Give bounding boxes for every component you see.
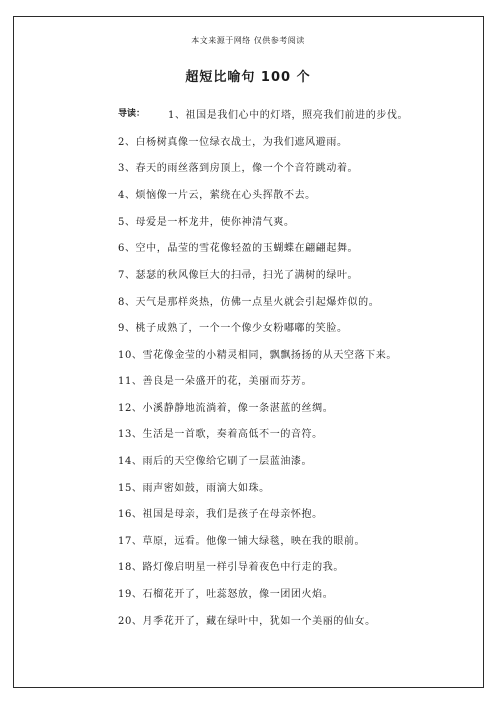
- list-item: 20、月季花开了，藏在绿叶中，犹如一个美丽的仙女。: [118, 616, 376, 627]
- list-item: 9、桃子成熟了，一个一个像少女粉嘟嘟的笑脸。: [118, 323, 348, 334]
- list-item: 5、母爱是一杯龙井，使你神清气爽。: [118, 217, 295, 228]
- list-item: 19、石榴花开了，吐蕊怒放，像一团团火焰。: [118, 589, 334, 600]
- list-item: 1、祖国是我们心中的灯塔，照亮我们前进的步伐。: [168, 110, 409, 121]
- list-item: 4、烦恼像一片云，萦绕在心头挥散不去。: [118, 190, 316, 201]
- list-item: 11、善良是一朵盛开的花，美丽而芬芳。: [118, 376, 313, 387]
- list-item: 16、祖国是母亲，我们是孩子在母亲怀抱。: [118, 509, 323, 520]
- page-title: 超短比喻句 100 个: [185, 70, 311, 85]
- list-item: 17、草原，远看。他像一铺大绿毯，映在我的眼前。: [118, 536, 366, 547]
- source-note: 本文来源于网络 仅供参考阅读: [191, 36, 305, 45]
- list-item: 12、小溪静静地流淌着，像一条湛蓝的丝绸。: [118, 403, 334, 414]
- list-item: 7、瑟瑟的秋风像巨大的扫帚，扫光了满树的绿叶。: [118, 270, 359, 281]
- list-item: 18、路灯像启明星一样引导着夜色中行走的我。: [118, 562, 344, 573]
- list-item: 3、春天的雨丝落到房顶上，像一个个音符跳动着。: [118, 163, 359, 174]
- list-item: 14、雨后的天空像给它刷了一层蓝油漆。: [118, 456, 313, 467]
- list-item: 2、白杨树真像一位绿衣战士，为我们遮风避雨。: [118, 137, 348, 148]
- list-item: 8、天气是那样炎热，仿佛一点星火就会引起爆炸似的。: [118, 297, 380, 308]
- intro-label: 导读：: [118, 109, 146, 119]
- list-item: 15、雨声密如鼓，雨滴大如珠。: [118, 483, 270, 494]
- list-item: 10、雪花像金莹的小精灵相同，飘飘扬扬的从天空落下来。: [118, 350, 397, 361]
- list-item: 13、生活是一首歌，奏着高低不一的音符。: [118, 429, 323, 440]
- list-item: 6、空中，晶莹的雪花像轻盈的玉蝴蝶在翩翩起舞。: [118, 243, 359, 254]
